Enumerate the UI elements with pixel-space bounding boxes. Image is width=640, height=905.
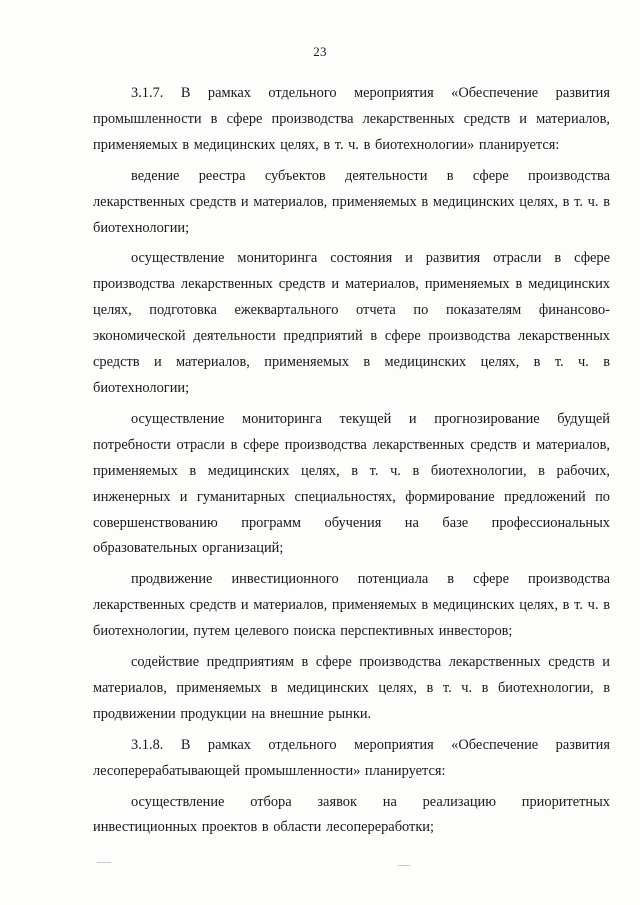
paragraph-3-1-8-intro: 3.1.8. В рамках отдельного мероприятия «Обеспечение развития лесоперерабатывающей промышленности» планируется: (93, 736, 610, 779)
paragraph-registry: ведение реестра субъектов деятельности в сфере производства лекарственных средств и материалов, применяемых в медицинских целях, в т. ч. в биотехнологии; (93, 167, 610, 236)
scan-artifact (398, 865, 410, 866)
paragraph-project-selection: осуществление отбора заявок на реализацию приоритетных инвестиционных проектов в области лесопереработки; (93, 793, 610, 836)
paragraph-3-1-7-intro: 3.1.7. В рамках отдельного мероприятия «Обеспечение развития промышленности в сфере производства лекарственных средств и материалов, применяемых в медицинских целях, в т. ч. в биотехнологии» планируется: (93, 85, 610, 153)
paragraph-export-support: содействие предприятиям в сфере производства лекарственных средств и материалов, применяемых в медицинских целях, в т. ч. в биотехнологии, в продвижении продукции на внешние рынки. (93, 654, 610, 722)
paragraph-monitoring-needs: осуществление мониторинга текущей и прогнозирование будущей потребности отрасли в сфере производства лекарственных средств и материалов, применяемых в медицинских целях, в т. ч. в биотехнологии, в рабочих, инженерных и гуманитарных специальностях, формирование предложений по совершенствованию программ обучения на базе профессиональных образовательных организаций; (93, 410, 610, 557)
page-number: 23 (313, 44, 327, 59)
paragraph-investment-promotion: продвижение инвестиционного потенциала в сфере производства лекарственных средств и материалов, применяемых в медицинских целях, в т. ч. в биотехнологии, путем целевого поиска перспективных инвесторов; (93, 571, 610, 640)
scan-artifact (97, 862, 111, 863)
document-body (93, 81, 610, 846)
paragraph-monitoring-state: осуществление мониторинга состояния и развития отрасли в сфере производства лекарственных средств и материалов, применяемых в медицинских целях, подготовка ежеквартального отчета по показателям финансово-экономической деятельности предприятий в сфере производства лекарственных средств и материалов, применяемых в медицинских целях, в т. ч. в биотехнологии; (93, 250, 610, 396)
